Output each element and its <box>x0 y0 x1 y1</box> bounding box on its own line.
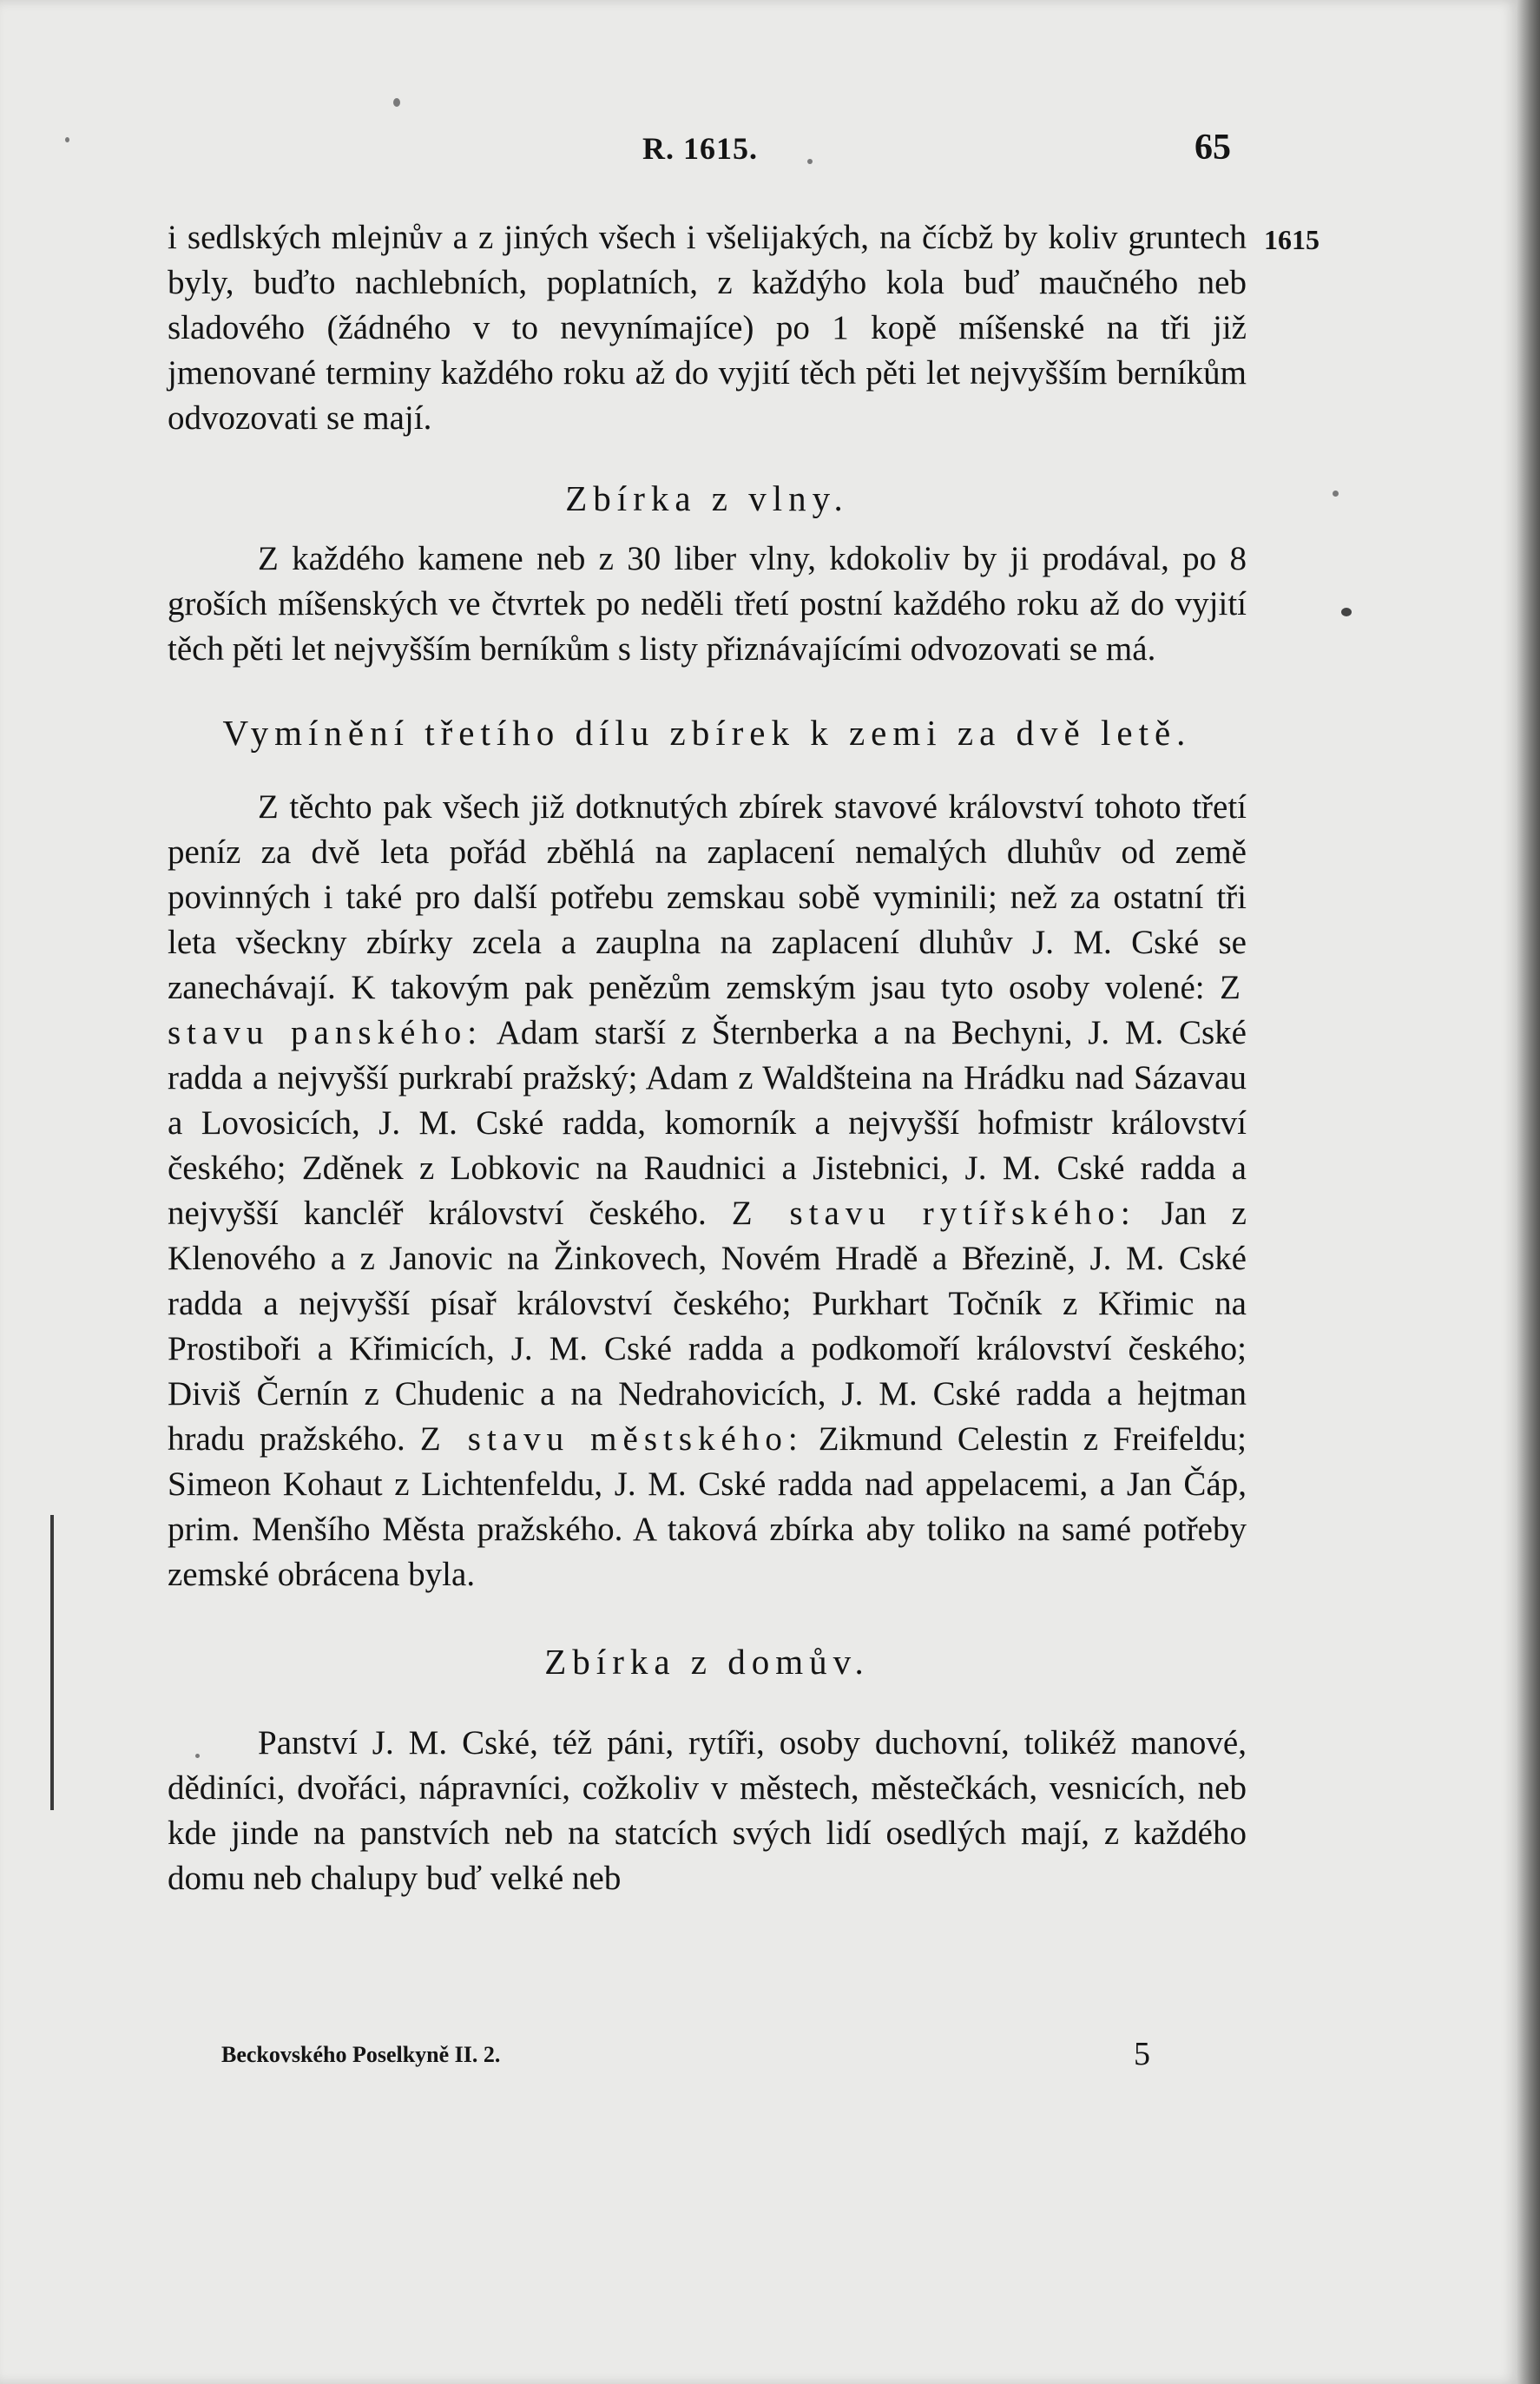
margin-year-note: 1615 <box>1264 224 1320 255</box>
running-head: R. 1615. <box>642 131 758 166</box>
estate-label: Z stavu rytířského: <box>731 1195 1136 1232</box>
estate-label: Z stavu městského: <box>419 1420 804 1458</box>
paragraph-text: Adam starší z Šternberka a na Bechyni, J. M. Cské radda a nejvyšší purkrabí pražský; Adam z Waldšteina na Hrádku nad Sázavau a Lovosicích, J. M. Cské radda, komorník a nejvyšší hofmistr království českého; Zděnek z Lobkovic na Raudnici a Jistebnici, J. M. Cské radda a nejvyšší kancléř království českého. <box>168 1014 1247 1232</box>
sheet-number: 5 <box>1134 2036 1150 2072</box>
dust-speck <box>393 98 400 107</box>
section-heading: Vymínění třetího dílu zbírek k zemi za dvě letě. <box>222 713 1192 753</box>
binding-rule <box>50 1515 54 1810</box>
paragraph-text: Z těchto pak všech již dotknutých zbírek stavové království tohoto třetí peníz za dvě leta pořád zběhlá na zaplacení nemalých dluhův od země povinných i také pro další potřebu zemskau sobě vyminili; než za ostatní tři leta všeckny zbírky zcela a zauplna na zaplacení dluhův J. M. Cské se zanechávají. K takovým pak penězům zemským jsau tyto osoby volené: <box>168 788 1247 1006</box>
paragraph: i sedlských mlejnův a z jiných všech i všelijakých, na čícbž by koliv gruntech byly, buďto nachlebních, poplatních, z každýho kola buď maučného neb sladového (žádného v to nevynímajíce) po 1 kopě míšenské na tři již jmenované terminy každého roku až do vyjití těch pěti let nejvyšším berníkům odvozovati se mají. <box>168 219 1247 437</box>
paragraph-text: Jan z Klenového a z Janovic na Žinkovech, Novém Hradě a Březině, J. M. Cské radda a nejvyšší písař království českého; Purkhart Točník z Křimic na Prostiboři a Křimicích, J. M. Cské radda a podkomoří království českého; Diviš Černín z Chudenic a na Nedrahovicích, J. M. Cské radda a hejtman hradu pražského. <box>168 1195 1247 1458</box>
page-footer <box>0 2038 1519 2091</box>
paragraph: Z každého kamene neb z 30 liber vlny, kdokoliv by ji prodával, po 8 groších míšenských ve čtvrtek po neděli třetí postní každého roku až do vyjití těch pěti let nejvyšším berníkům s listy přiznávajícími odvozovati se má. <box>168 540 1247 668</box>
page-body <box>168 215 1247 1901</box>
paragraph <box>168 785 1247 1597</box>
signature-mark: Beckovského Poselkyně II. 2. <box>221 2042 501 2067</box>
page-number: 65 <box>1194 128 1231 168</box>
section-heading: Zbírka z domův. <box>544 1642 870 1682</box>
page-header <box>0 130 1519 174</box>
page-edge-shadow <box>1517 0 1540 2384</box>
dust-speck <box>1341 608 1352 616</box>
paragraph-text: Zikmund Celestin z Freifeldu; Simeon Kohaut z Lichtenfeldu, J. M. Cské radda nad appelacemi, a Jan Čáp, prim. Menšího Města pražského. A taková zbírka aby toliko na samé potřeby zemské obrácena byla. <box>168 1420 1247 1593</box>
estate-label: Z stavu panského: <box>168 969 1247 1051</box>
section-heading: Zbírka z vlny. <box>565 478 849 518</box>
dust-speck <box>1333 491 1339 497</box>
paragraph: Panství J. M. Cské, též páni, rytíři, osoby duchovní, tolikéž manové, dědiníci, dvořáci, nápravníci, cožkoliv v městech, městečkách, vesnicích, neb kde jinde na panstvích neb na statcích svých lidí osedlých mají, z každého domu neb chalupy buď velké neb <box>168 1724 1247 1897</box>
